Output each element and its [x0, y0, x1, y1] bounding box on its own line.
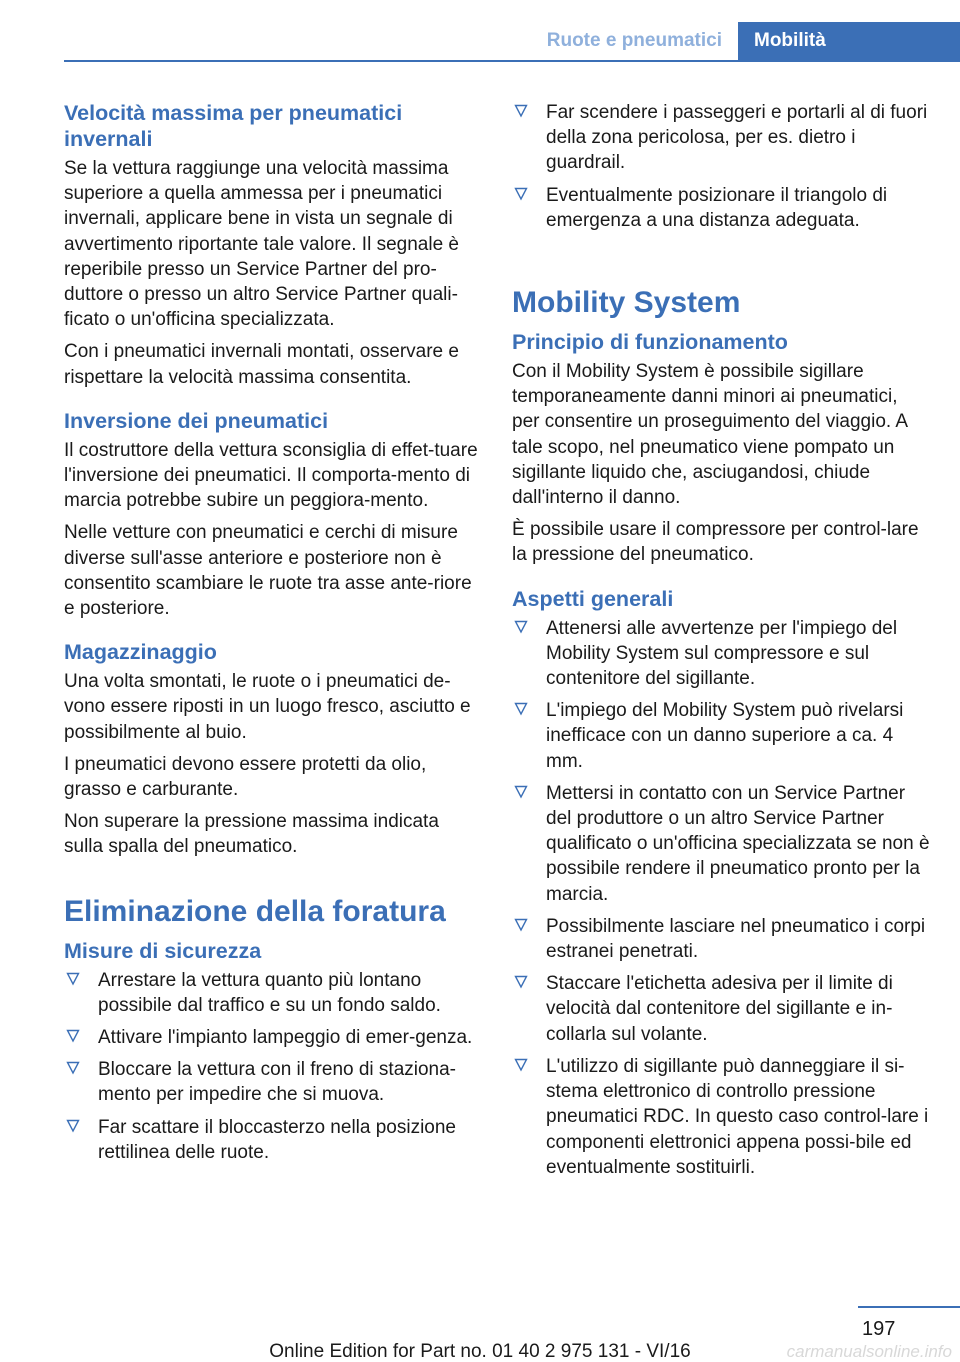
paragraph: Nelle vetture con pneumatici e cerchi di misure diverse sull'asse anteriore e posteriore non è consentito scambiare le ruote tra asse ante-riore e posteriore.	[64, 522, 472, 620]
header-chapter-tab: Mobilità	[738, 22, 960, 62]
page-header	[0, 0, 960, 62]
list-item	[512, 183, 930, 233]
triangle-bullet-icon	[514, 187, 528, 201]
watermark: carmanualsonline.info	[786, 1342, 952, 1361]
triangle-bullet-icon	[66, 1061, 80, 1075]
list-item-text: Mettersi in contatto con un Service Partner del produttore o un altro Service Partner qualificato o un'officina specializzata se non è possibile rendere il pneumatico pronto per la marcia.	[546, 782, 930, 905]
paragraph: Se la vettura raggiunge una velocità massima superiore a quella ammessa per i pneumatici invernali, applicare bene in vista un segnale di avvertimento riportante tale valore. Il segnale è reperibile presso un Service Partner del pro-duttore o presso un altro Service Partner quali-ficato o un'officina specializzata.	[64, 158, 459, 331]
list-item-text: Bloccare la vettura con il freno di staziona-mento per impedire che si muova.	[98, 1059, 457, 1106]
list-item	[512, 616, 930, 692]
header-rule	[64, 60, 960, 62]
list-item-text: Arrestare la vettura quanto più lontano possibile dal traffico e su un fondo saldo.	[98, 969, 441, 1016]
right-column	[512, 100, 930, 1187]
heading-storage: Magazzinaggio	[64, 640, 217, 665]
chapter-title-mobility-system: Mobility System	[512, 286, 741, 320]
list-item	[512, 1054, 930, 1180]
paragraph: Con i pneumatici invernali montati, osservare e rispettare la velocità massima consentita.	[64, 341, 459, 388]
list-item	[64, 1057, 482, 1107]
list-item	[64, 1115, 482, 1165]
triangle-bullet-icon	[514, 702, 528, 716]
triangle-bullet-icon	[514, 1058, 528, 1072]
list-item-text: Far scendere i passeggeri e portarli al di fuori della zona pericolosa, per es. dietro i guardrail.	[546, 102, 928, 174]
heading-safety-measures: Misure di sicurezza	[64, 938, 262, 963]
paragraph: È possibile usare il compressore per control-lare la pressione del pneumatico.	[512, 519, 919, 566]
bullet-list-general	[512, 616, 930, 1180]
left-column	[64, 100, 482, 1172]
triangle-bullet-icon	[514, 975, 528, 989]
heading-operating-principle: Principio di funzionamento	[512, 330, 788, 355]
list-item-text: L'utilizzo di sigillante può danneggiare il si-stema elettronico di controllo pressione pneumatici RDC. In questo caso control-lare i componenti elettronici appena possi-bile ed eventualmente sostituirli.	[546, 1055, 929, 1178]
list-item	[512, 781, 930, 907]
triangle-bullet-icon	[66, 1029, 80, 1043]
heading-winter-speed: Velocità massima per pneumatici invernali	[64, 101, 403, 151]
bullet-list-safety	[64, 968, 482, 1165]
triangle-bullet-icon	[66, 1119, 80, 1133]
list-item-text: Eventualmente posizionare il triangolo di emergenza a una distanza adeguata.	[546, 184, 888, 231]
list-item-text: Attenersi alle avvertenze per l'impiego del Mobility System sul compressore e sul contenitore del sigillante.	[546, 617, 898, 690]
list-item-text: Far scattare il bloccasterzo nella posizione rettilinea delle ruote.	[98, 1116, 457, 1163]
list-item	[512, 914, 930, 964]
list-item-text: Staccare l'etichetta adesiva per il limite di velocità dal contenitore del sigillante e in-collarla sul volante.	[546, 973, 893, 1045]
edition-info: Online Edition for Part no. 01 40 2 975 131 - VI/16	[269, 1341, 691, 1362]
list-item	[64, 1025, 482, 1050]
list-item-text: Attivare l'impianto lampeggio di emer-genza.	[98, 1027, 473, 1049]
paragraph: Il costruttore della vettura sconsiglia di effet-tuare l'inversione dei pneumatici. Il comporta-mento di marcia potrebbe subire un peggiora-mento.	[64, 439, 478, 512]
paragraph: Con il Mobility System è possibile sigillare temporaneamente danni minori ai pneumatici, per consentire un proseguimento del viaggio. A tale scopo, nel pneumatico viene pompato un sigillante liquido che, asciugandosi, chiude dall'interno il danno.	[512, 361, 908, 509]
chapter-title-flat-repair: Eliminazione della foratura	[64, 894, 446, 928]
triangle-bullet-icon	[514, 104, 528, 118]
bullet-list-safety-continued	[512, 100, 930, 233]
paragraph: Non superare la pressione massima indicata sulla spalla del pneumatico.	[64, 811, 439, 858]
triangle-bullet-icon	[514, 785, 528, 799]
paragraph: Una volta smontati, le ruote o i pneumatici de-vono essere riposti in un luogo fresco, asciutto e possibilmente al buio.	[64, 671, 471, 743]
list-item-text: L'impiego del Mobility System può rivelarsi inefficace con un danno superiore a ca. 4 mm.	[546, 700, 904, 772]
footer-rule	[858, 1306, 960, 1308]
triangle-bullet-icon	[514, 620, 528, 634]
page-number: 197	[862, 1318, 896, 1340]
list-item	[512, 100, 930, 176]
header-section-title: Ruote e pneumatici	[546, 30, 722, 51]
list-item	[64, 968, 482, 1018]
list-item	[512, 698, 930, 774]
paragraph: I pneumatici devono essere protetti da olio, grasso e carburante.	[64, 753, 427, 801]
heading-general-aspects: Aspetti generali	[512, 586, 674, 611]
list-item	[512, 971, 930, 1047]
triangle-bullet-icon	[66, 972, 80, 986]
triangle-bullet-icon	[514, 918, 528, 932]
list-item-text: Possibilmente lasciare nel pneumatico i corpi estranei penetrati.	[546, 915, 926, 963]
heading-tire-rotation: Inversione dei pneumatici	[64, 408, 329, 433]
